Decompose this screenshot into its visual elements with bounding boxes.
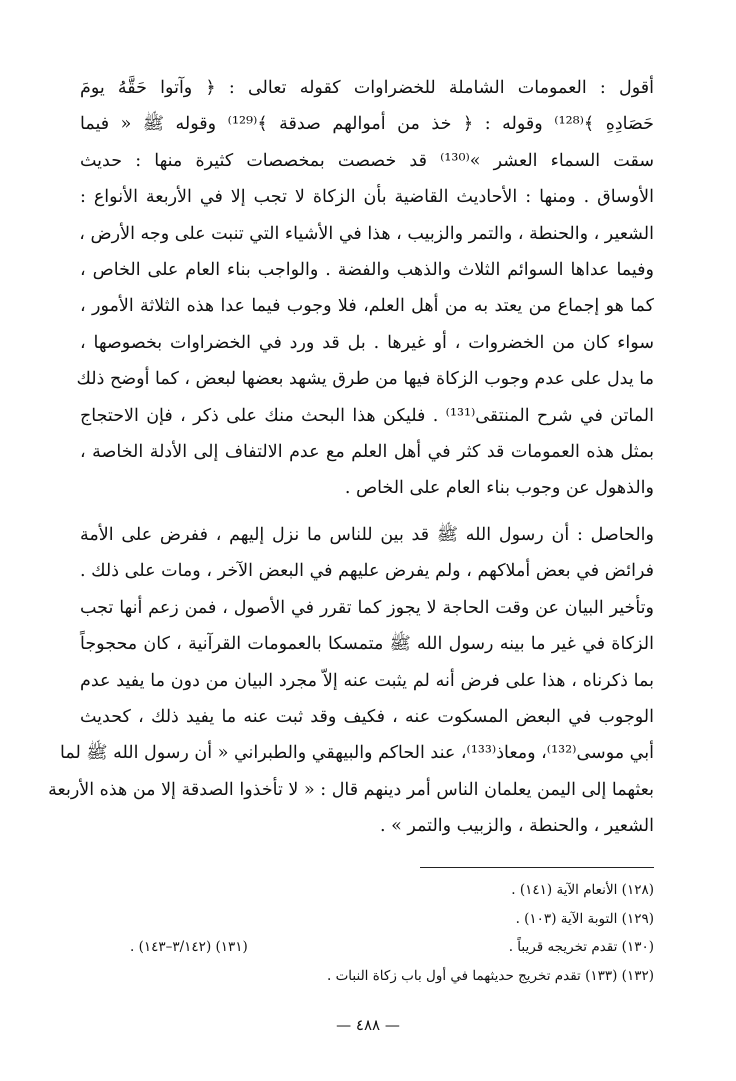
text-line: والذهول عن وجوب بناء العام على الخاص . — [344, 478, 654, 499]
text-line: ما يدل على عدم وجوب الزكاة فيها من طرق يشهد بعضها لبعض ، كما أوضح ذلك — [76, 369, 654, 390]
footnote-line — [130, 962, 654, 991]
text-line: سواء كان من الخضروات ، أو غيرها . بل قد ورد في الخضراوات بخصوصها ، — [80, 332, 654, 353]
text-line: أبي موسى⁽¹³²⁾، ومعاذ⁽¹³³⁾، عند الحاكم والبيهقي والطبراني « أن رسول الله ﷺ لما — [60, 743, 654, 764]
text-line: الشعير ، والحنطة ، والتمر والزبيب ، هذا في الأشياء التي تنبت على وجه الأرض ، — [79, 223, 654, 244]
text-line: وفيما عداها السوائم الثلاث والذهب والفضة . والواجب بناء العام على الخاص ، — [80, 259, 654, 280]
footnote-130: (١٣٠) تقدم تخريجه قريباً . — [508, 939, 654, 955]
footnote-128: (١٢٨) الأنعام الآية (١٤١) . — [511, 882, 654, 898]
paragraph-2 — [48, 517, 654, 845]
footnote-132-133: (١٣٢) (١٣٣) تقدم تخريج حديثهما في أول باب زكاة النبات . — [327, 967, 654, 984]
footnote-131: (١٣١) (٣/١٤٢–١٤٣) . — [130, 939, 248, 955]
text-line: بمثل هذه العمومات قد كثر في أهل العلم مع عدم الالتفاف إلى الأدلة الخاصة ، — [80, 441, 654, 462]
text-line: فرائض في بعض أملاكهم ، ولم يفرض عليهم في البعض الآخر ، ومات على ذلك . — [80, 561, 654, 582]
text-line: الشعير ، والحنطة ، والزبيب والتمر » . — [380, 816, 654, 837]
page-number: — ٤٨٨ — — [336, 1016, 400, 1034]
text-line: سقت السماء العشر »⁽¹³⁰⁾ قد خصصت بمخصصات كثيرة منها : حديث — [80, 150, 655, 171]
text-line: بعثهما إلى اليمن يعلمان الناس أمر دينهم قال : « لا تأخذوا الصدقة إلا من هذه الأربعة — [48, 779, 654, 800]
text-line: حَصَادِهِ ﴾⁽¹²⁸⁾ وقوله : ﴿ خذ من أموالهم صدقة ﴾⁽¹²⁹⁾ وقوله ﷺ « فيما — [80, 114, 655, 135]
footnote-divider — [420, 867, 654, 868]
paragraph-1 — [76, 70, 655, 507]
text-line: الوجوب في البعض المسكوت عنه ، فكيف وقد ثبت عنه ما يفيد ذلك ، كحديث — [80, 706, 654, 727]
text-line: كما هو إجماع من يعتد به من أهل العلم، فلا وجوب فيما عدا هذه الثلاثة الأمور ، — [80, 296, 654, 317]
text-line: وتأخير البيان عن وقت الحاجة لا يجوز كما تقرر في الأصول ، فمن زعم أنها تجب — [80, 597, 654, 618]
footnote-line — [130, 933, 654, 962]
footnote-129: (١٢٩) التوبة الآية (١٠٣) . — [515, 910, 654, 927]
text-line: الماتن في شرح المنتقى⁽¹³¹⁾ . فليكن هذا البحث منك على ذكر ، فإن الاحتجاج — [80, 405, 654, 426]
footnotes — [130, 876, 654, 990]
text-line: الزكاة في غير ما بينه رسول الله ﷺ متمسكا بالعمومات القرآنية ، كان محجوجاً — [80, 634, 654, 655]
text-line: الأوساق . ومنها : الأحاديث القاضية بأن الزكاة لا تجب إلا في الأربعة الأنواع : — [80, 187, 654, 208]
footnote-line — [130, 905, 654, 934]
footnote-line — [130, 876, 654, 905]
text-line: بما ذكرناه ، هذا على فرض أنه لم يثبت عنه إلاّ مجرد البيان من دون ما يفيد عدم — [80, 670, 654, 691]
text-line: والحاصل : أن رسول الله ﷺ قد بين للناس ما نزل إليهم ، ففرض على الأمة — [80, 525, 654, 545]
text-line: أقول : العمومات الشاملة للخضراوات كقوله تعالى : ﴿ وآتوا حَقَّهُ يومَ — [80, 78, 654, 98]
